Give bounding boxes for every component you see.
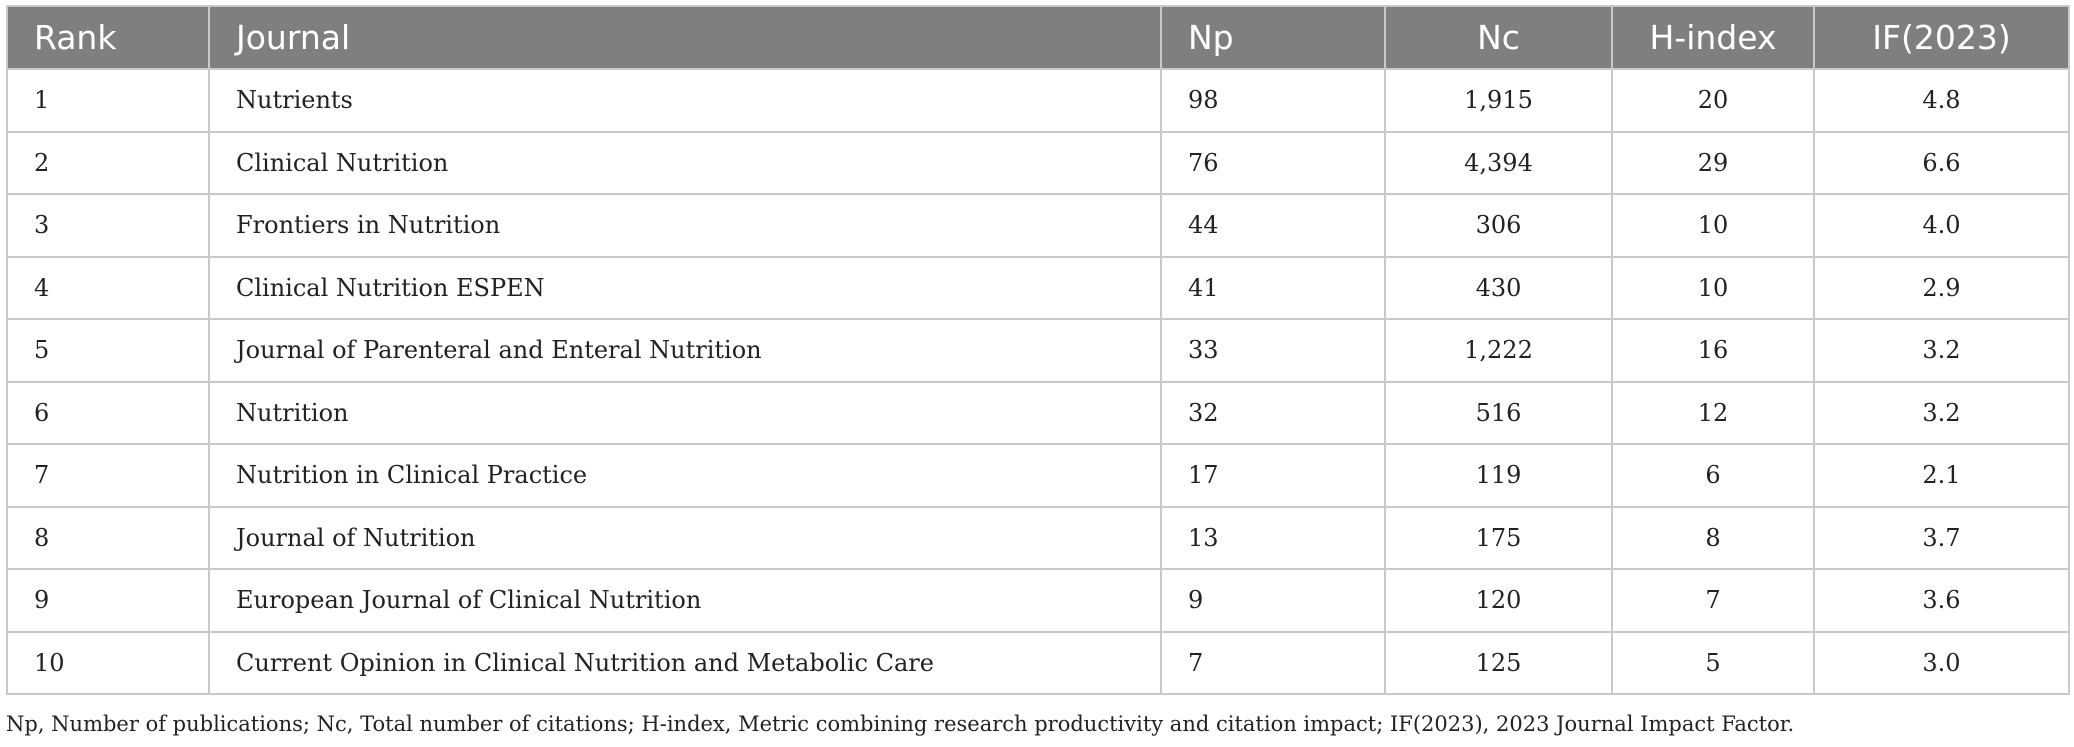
- journal-ranking-table: [6, 5, 2070, 695]
- cell-np: 17: [1161, 444, 1385, 507]
- cell-nc: 4,394: [1385, 132, 1612, 195]
- cell-nc: 430: [1385, 257, 1612, 320]
- cell-if: 2.9: [1814, 257, 2069, 320]
- cell-np: 44: [1161, 194, 1385, 257]
- cell-nc: 1,915: [1385, 69, 1612, 132]
- cell-h-index: 16: [1612, 319, 1814, 382]
- cell-rank: 1: [7, 69, 209, 132]
- cell-journal: Clinical Nutrition ESPEN: [209, 257, 1161, 320]
- header-if: IF(2023): [1814, 6, 2069, 69]
- cell-np: 98: [1161, 69, 1385, 132]
- cell-nc: 175: [1385, 507, 1612, 570]
- cell-np: 76: [1161, 132, 1385, 195]
- table-row: [7, 132, 2069, 195]
- table-footnote: Np, Number of publications; Nc, Total number of citations; H-index, Metric combining research productivity and citation impact; IF(2023), 2023 Journal Impact Factor.: [6, 712, 1795, 736]
- cell-rank: 8: [7, 507, 209, 570]
- cell-rank: 5: [7, 319, 209, 382]
- cell-np: 9: [1161, 569, 1385, 632]
- header-h-index: H-index: [1612, 6, 1814, 69]
- cell-if: 4.0: [1814, 194, 2069, 257]
- cell-np: 7: [1161, 632, 1385, 695]
- cell-np: 32: [1161, 382, 1385, 445]
- table-row: [7, 194, 2069, 257]
- cell-journal: Journal of Nutrition: [209, 507, 1161, 570]
- table-body: [7, 69, 2069, 694]
- table-row: [7, 444, 2069, 507]
- cell-rank: 6: [7, 382, 209, 445]
- cell-journal: Current Opinion in Clinical Nutrition and Metabolic Care: [209, 632, 1161, 695]
- cell-h-index: 29: [1612, 132, 1814, 195]
- cell-rank: 7: [7, 444, 209, 507]
- header-np: Np: [1161, 6, 1385, 69]
- table-row: [7, 319, 2069, 382]
- cell-rank: 10: [7, 632, 209, 695]
- cell-np: 33: [1161, 319, 1385, 382]
- header-row: [7, 6, 2069, 69]
- cell-rank: 3: [7, 194, 209, 257]
- cell-h-index: 10: [1612, 194, 1814, 257]
- table-row: [7, 69, 2069, 132]
- cell-journal: Nutrition in Clinical Practice: [209, 444, 1161, 507]
- table-row: [7, 382, 2069, 445]
- cell-rank: 2: [7, 132, 209, 195]
- table-row: [7, 507, 2069, 570]
- cell-nc: 119: [1385, 444, 1612, 507]
- header-rank: Rank: [7, 6, 209, 69]
- cell-nc: 516: [1385, 382, 1612, 445]
- cell-nc: 1,222: [1385, 319, 1612, 382]
- cell-rank: 9: [7, 569, 209, 632]
- cell-if: 3.7: [1814, 507, 2069, 570]
- cell-journal: European Journal of Clinical Nutrition: [209, 569, 1161, 632]
- table-row: [7, 569, 2069, 632]
- cell-np: 41: [1161, 257, 1385, 320]
- cell-nc: 120: [1385, 569, 1612, 632]
- cell-journal: Nutrition: [209, 382, 1161, 445]
- cell-journal: Frontiers in Nutrition: [209, 194, 1161, 257]
- header-journal: Journal: [209, 6, 1161, 69]
- cell-h-index: 6: [1612, 444, 1814, 507]
- cell-h-index: 12: [1612, 382, 1814, 445]
- cell-if: 3.6: [1814, 569, 2069, 632]
- cell-h-index: 7: [1612, 569, 1814, 632]
- table-row: [7, 257, 2069, 320]
- cell-h-index: 10: [1612, 257, 1814, 320]
- cell-if: 4.8: [1814, 69, 2069, 132]
- cell-if: 3.2: [1814, 382, 2069, 445]
- cell-nc: 125: [1385, 632, 1612, 695]
- header-nc: Nc: [1385, 6, 1612, 69]
- cell-h-index: 5: [1612, 632, 1814, 695]
- table-row: [7, 632, 2069, 695]
- cell-if: 6.6: [1814, 132, 2069, 195]
- cell-np: 13: [1161, 507, 1385, 570]
- cell-journal: Clinical Nutrition: [209, 132, 1161, 195]
- table-header: [7, 6, 2069, 69]
- cell-if: 3.0: [1814, 632, 2069, 695]
- cell-rank: 4: [7, 257, 209, 320]
- cell-h-index: 8: [1612, 507, 1814, 570]
- cell-journal: Journal of Parenteral and Enteral Nutrition: [209, 319, 1161, 382]
- cell-if: 3.2: [1814, 319, 2069, 382]
- cell-nc: 306: [1385, 194, 1612, 257]
- journal-table-container: [6, 5, 2068, 695]
- cell-if: 2.1: [1814, 444, 2069, 507]
- cell-h-index: 20: [1612, 69, 1814, 132]
- cell-journal: Nutrients: [209, 69, 1161, 132]
